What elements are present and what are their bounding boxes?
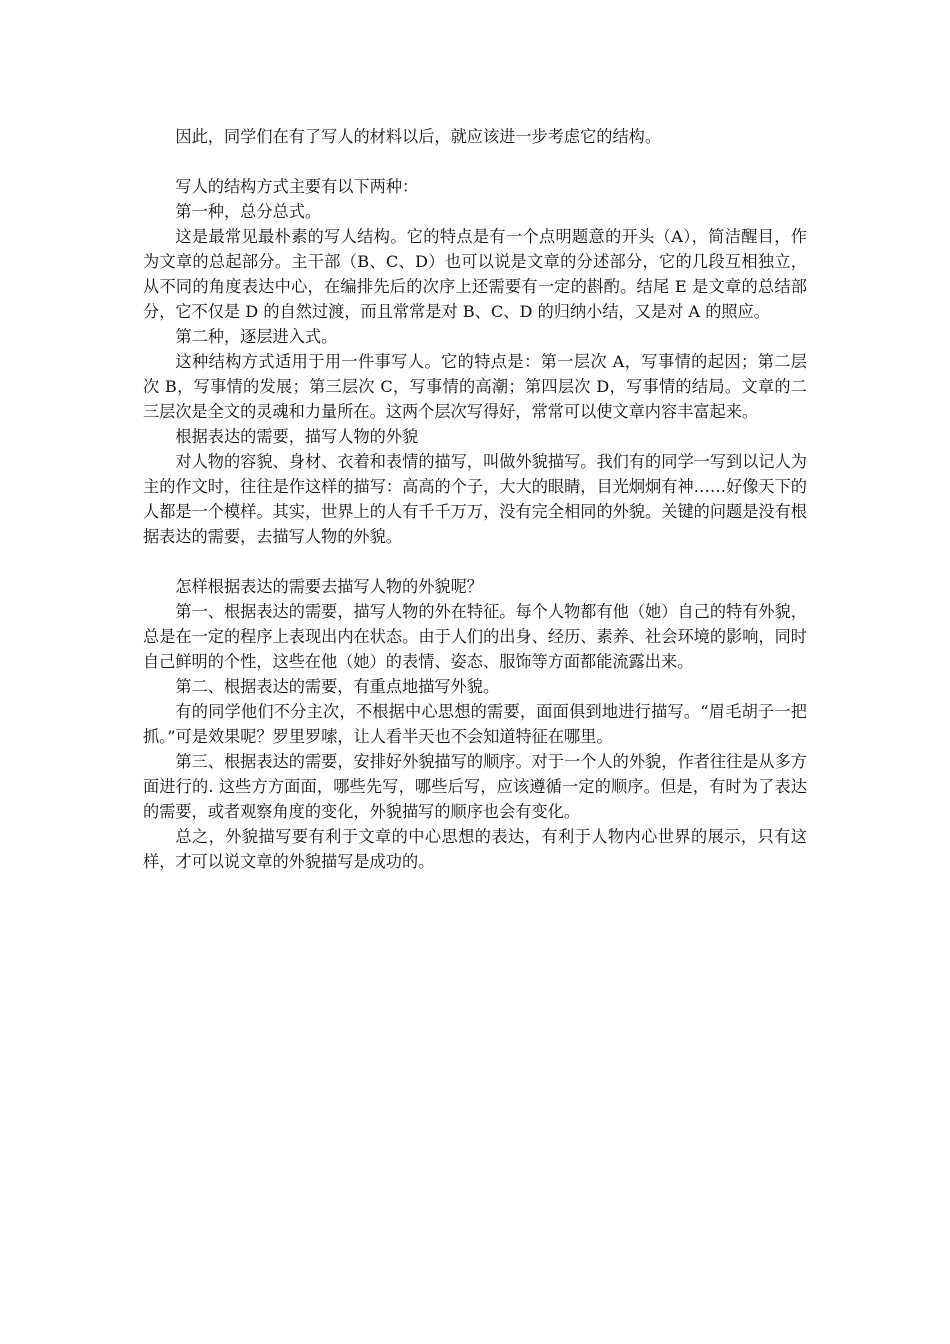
paragraph-conclusion: 总之，外貌描写要有利于文章的中心思想的表达，有利于人物内心世界的展示，只有这样，才可以说文章的外貌描写是成功的。 bbox=[143, 827, 807, 871]
paragraph-point-one: 第一、根据表达的需要，描写人物的外在特征。每个人物都有他（她）自己的特有外貌，总是在一定的程序上表现出内在状态。由于人们的出身、经历、素养、社会环境的影响，同时自己鲜明的个性，这些在他（她）的表情、姿态、服饰等方面都能流露出来。 bbox=[143, 602, 807, 671]
paragraph-appearance-body: 对人物的容貌、身材、衣着和表情的描写，叫做外貌描写。我们有的同学一写到以记人为主的作文时，往往是作这样的描写：高高的个子，大大的眼睛，目光炯炯有神……好像天下的人都是一个模样。其实，世界上的人有千千万万，没有完全相同的外貌。关键的问题是没有根据表达的需要，去描写人物的外貌。 bbox=[143, 452, 807, 546]
paragraph-type-two-body: 这种结构方式适用于用一件事写人。它的特点是：第一层次 A，写事情的起因；第二层次 B，写事情的发展；第三层次 C，写事情的高潮；第四层次 D，写事情的结局。文章的二三层次是全文的灵魂和力量所在。这两个层次写得好，常常可以使文章内容丰富起来。 bbox=[143, 352, 807, 421]
paragraph-point-two-body: 有的同学他们不分主次，不根据中心思想的需要，面面俱到地进行描写。“眉毛胡子一把抓。”可是效果呢？罗里罗嗦，让人看半天也不会知道特征在哪里。 bbox=[143, 702, 807, 746]
paragraph-type-two-heading: 第二种，逐层进入式。 bbox=[175, 327, 338, 346]
paragraph-appearance-heading: 根据表达的需要，描写人物的外貌 bbox=[175, 427, 419, 446]
paragraph-how-question: 怎样根据表达的需要去描写人物的外貌呢？ bbox=[175, 577, 483, 596]
paragraph-point-two: 第二、根据表达的需要，有重点地描写外貌。 bbox=[175, 677, 500, 696]
paragraph-intro: 因此，同学们在有了写人的材料以后，就应该进一步考虑它的结构。 bbox=[175, 127, 662, 146]
paragraph-point-three: 第三、根据表达的需要，安排好外貌描写的顺序。对于一个人的外貌，作者往往是从多方面进行的. 这些方方面面，哪些先写，哪些后写，应该遵循一定的顺序。但是，有时为了表达的需要，或者观察角度的变化，外貌描写的顺序也会有变化。 bbox=[143, 752, 807, 821]
paragraph-type-one-body: 这是最常见最朴素的写人结构。它的特点是有一个点明题意的开头（A），简洁醒目，作为文章的总起部分。主干部（B、C、D）也可以说是文章的分述部分，它的几段互相独立，从不同的角度表达中心，在编排先后的次序上还需要有一定的斟酌。结尾 E 是文章的总结部分，它不仅是 D 的自然过渡，而且常常是对 B、C、D 的归纳小结，又是对 A 的照应。 bbox=[143, 227, 807, 321]
document-body bbox=[143, 124, 807, 874]
paragraph-structure-types: 写人的结构方式主要有以下两种： bbox=[175, 177, 419, 196]
paragraph-type-one-heading: 第一种，总分总式。 bbox=[175, 202, 322, 221]
